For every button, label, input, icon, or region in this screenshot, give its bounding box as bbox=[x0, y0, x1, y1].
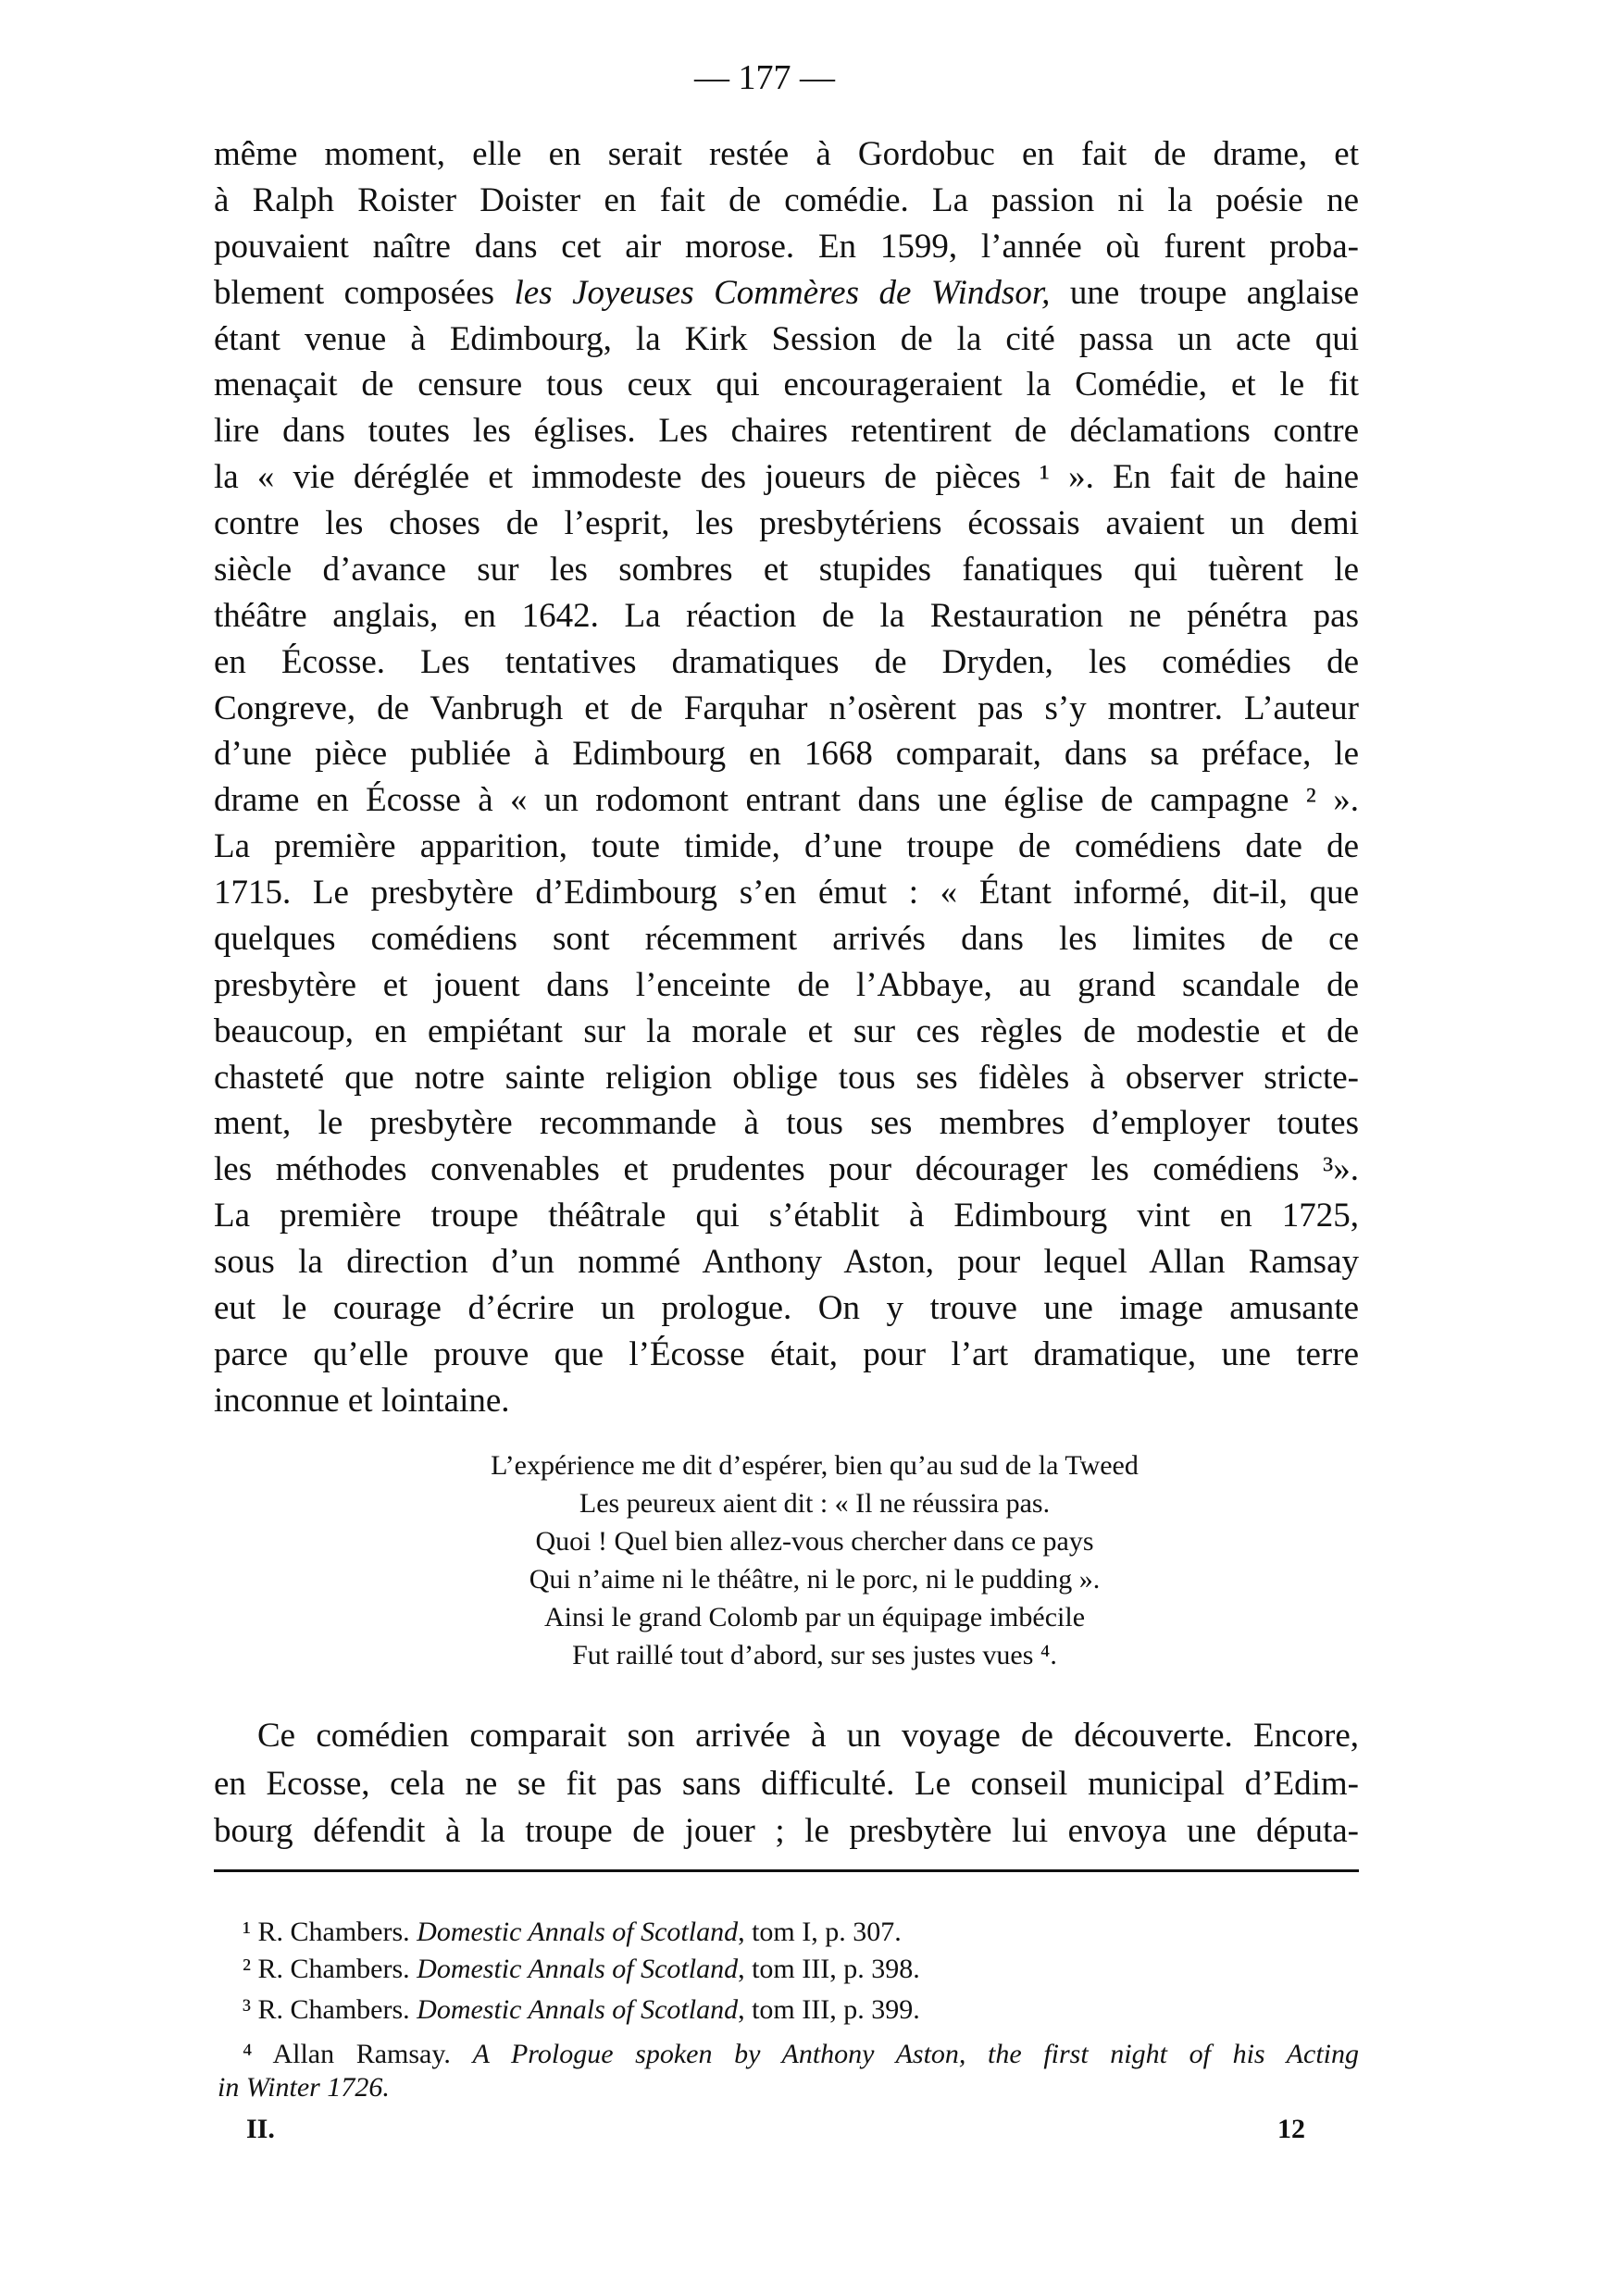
text-segment: ¹ R. Chambers. bbox=[243, 1917, 417, 1947]
text-segment: , tom III, p. 399. bbox=[738, 1994, 920, 2025]
text-line bbox=[214, 224, 1359, 270]
signature-mark: II. bbox=[246, 2114, 275, 2144]
text-segment: parce qu’elle prouve que l’Écosse était, pour l’art dramatique, une terre bbox=[214, 1334, 1359, 1373]
text-segment: quelques comédiens sont récemment arrivés dans les limites de ce bbox=[214, 919, 1359, 958]
text-segment: menaçait de censure tous ceux qui encourageraient la Comédie, et le fit bbox=[214, 366, 1359, 404]
text-line bbox=[214, 501, 1359, 547]
text-line bbox=[214, 362, 1359, 408]
text-segment: beaucoup, en empiétant sur la morale et sur ces règles de modestie et de bbox=[214, 1011, 1359, 1050]
text-segment: lire dans toutes les églises. Les chaires retentirent de déclamations contre bbox=[214, 412, 1359, 451]
text-line bbox=[214, 870, 1359, 916]
verse-line: Les peureux aient dit : « Il ne réussira pas. bbox=[579, 1488, 1051, 1519]
text-segment: bourg défendit à la troupe de jouer ; le presbytère lui envoya une députa- bbox=[214, 1812, 1359, 1850]
text-line bbox=[214, 1761, 1359, 1807]
text-segment: ⁴ Allan Ramsay. bbox=[243, 2039, 473, 2069]
text-segment: presbytère et jouent dans l’enceinte de l’Abbaye, au grand scandale de bbox=[214, 965, 1359, 1004]
text-line bbox=[214, 547, 1359, 593]
text-segment: en Ecosse, cela ne se fit pas sans difficulté. Le conseil municipal d’Edim- bbox=[214, 1764, 1359, 1803]
page-number: — 177 — bbox=[694, 58, 835, 97]
text-line bbox=[214, 916, 1359, 962]
text-segment: ² R. Chambers. bbox=[243, 1954, 417, 1984]
text-line bbox=[214, 777, 1359, 824]
text-line bbox=[214, 1378, 1359, 1424]
text-segment: ment, le presbytère recommande à tous ses membres d’employer toutes bbox=[214, 1104, 1359, 1143]
text-segment: Ce comédien comparait son arrivée à un voyage de découverte. Encore, bbox=[257, 1717, 1359, 1755]
text-line bbox=[214, 270, 1359, 316]
text-segment: même moment, elle en serait restée à Gordobuc en fait de drame, et bbox=[214, 135, 1359, 173]
text-segment: siècle d’avance sur les sombres et stupides fanatiques qui tuèrent le bbox=[214, 550, 1359, 589]
text-segment: théâtre anglais, en 1642. La réaction de la Restauration ne pénétra pas bbox=[214, 596, 1359, 635]
text-segment: inconnue et lointaine. bbox=[214, 1381, 510, 1420]
text-line bbox=[214, 1009, 1359, 1055]
text-segment: Congreve, de Vanbrugh et de Farquhar n’osèrent pas s’y montrer. L’auteur bbox=[214, 689, 1359, 727]
text-segment: La première troupe théâtrale qui s’établit à Edimbourg vint en 1725, bbox=[214, 1197, 1359, 1235]
text-segment: à Ralph Roister Doister en fait de comédie. La passion ni la poésie ne bbox=[214, 180, 1359, 219]
italic-title: Domestic Annals of Scotland bbox=[417, 1954, 739, 1984]
text-line bbox=[214, 962, 1359, 1009]
text-line bbox=[214, 1285, 1359, 1332]
text-line bbox=[214, 454, 1359, 501]
text-segment: contre les choses de l’esprit, les presbytériens écossais avaient un demi bbox=[214, 504, 1359, 543]
verse-line: L’expérience me dit d’espérer, bien qu’au sud de la Tweed bbox=[491, 1450, 1139, 1481]
text-segment: d’une pièce publiée à Edimbourg en 1668 comparait, dans sa préface, le bbox=[214, 735, 1359, 774]
text-line bbox=[243, 2036, 1359, 2073]
text-segment: drame en Écosse à « un rodomont entrant dans une église de campagne ² ». bbox=[214, 781, 1359, 820]
sheet-number: 12 bbox=[1277, 2114, 1305, 2144]
text-segment: les méthodes convenables et prudentes pour décourager les comédiens ³». bbox=[214, 1150, 1359, 1189]
text-segment: La première apparition, toute timide, d’une troupe de comédiens date de bbox=[214, 827, 1359, 866]
text-segment: étant venue à Edimbourg, la Kirk Session de la cité passa un acte qui bbox=[214, 319, 1359, 358]
text-segment: la « vie déréglée et immodeste des joueurs de pièces ¹ ». En fait de haine bbox=[214, 458, 1359, 497]
text-line bbox=[218, 2069, 390, 2106]
text-line bbox=[214, 1332, 1359, 1378]
text-segment: eut le courage d’écrire un prologue. On y trouve une image amusante bbox=[214, 1288, 1359, 1327]
text-line bbox=[214, 131, 1359, 178]
text-segment: pouvaient naître dans cet air morose. En 1599, l’année où furent proba- bbox=[214, 227, 1359, 266]
text-line bbox=[214, 1193, 1359, 1239]
verse-line: Qui n’aime ni le théâtre, ni le porc, ni le pudding ». bbox=[529, 1564, 1101, 1595]
text-segment: , tom I, p. 307. bbox=[738, 1917, 902, 1947]
text-line bbox=[214, 1808, 1359, 1855]
text-segment: ³ R. Chambers. bbox=[243, 1994, 417, 2025]
italic-title: Domestic Annals of Scotland bbox=[417, 1994, 739, 2025]
text-line bbox=[214, 731, 1359, 777]
text-segment: sous la direction d’un nommé Anthony Aston, pour lequel Allan Ramsay bbox=[214, 1243, 1359, 1282]
text-line bbox=[214, 1055, 1359, 1101]
text-line bbox=[214, 824, 1359, 870]
text-line bbox=[214, 1100, 1359, 1147]
text-segment: , tom III, p. 398. bbox=[738, 1954, 920, 1984]
verse-line: Quoi ! Quel bien allez-vous chercher dans ce pays bbox=[535, 1526, 1094, 1557]
text-segment: chasteté que notre sainte religion oblige tous ses fidèles à observer stricte- bbox=[214, 1058, 1359, 1097]
text-line bbox=[214, 1239, 1359, 1285]
text-segment: 1715. Le presbytère d’Edimbourg s’en émut : « Étant informé, dit-il, que bbox=[214, 874, 1359, 912]
text-line bbox=[243, 1951, 920, 1988]
italic-title: A Prologue spoken by Anthony Aston, the first night of his Acting bbox=[472, 2039, 1359, 2069]
text-segment: une troupe anglaise bbox=[1050, 273, 1360, 312]
text-segment: blement composées bbox=[214, 273, 515, 312]
footnote-divider bbox=[214, 1869, 1359, 1872]
text-line bbox=[214, 639, 1359, 686]
text-line bbox=[214, 408, 1359, 454]
text-line bbox=[214, 593, 1359, 639]
text-line bbox=[214, 316, 1359, 363]
text-line bbox=[243, 1914, 902, 1951]
verse-line: Ainsi le grand Colomb par un équipage imbécile bbox=[543, 1602, 1086, 1632]
italic-title: les Joyeuses Commères de Windsor, bbox=[514, 273, 1051, 312]
text-segment: en Écosse. Les tentatives dramatiques de Dryden, les comédies de bbox=[214, 642, 1359, 681]
text-line bbox=[243, 1992, 920, 2029]
italic-title: in Winter 1726. bbox=[218, 2072, 390, 2103]
verse-line: Fut raillé tout d’abord, sur ses justes vues ⁴. bbox=[572, 1640, 1057, 1670]
italic-title: Domestic Annals of Scotland bbox=[417, 1917, 739, 1947]
text-line bbox=[257, 1713, 1359, 1759]
text-line bbox=[214, 686, 1359, 732]
text-line bbox=[214, 178, 1359, 224]
text-line bbox=[214, 1147, 1359, 1193]
